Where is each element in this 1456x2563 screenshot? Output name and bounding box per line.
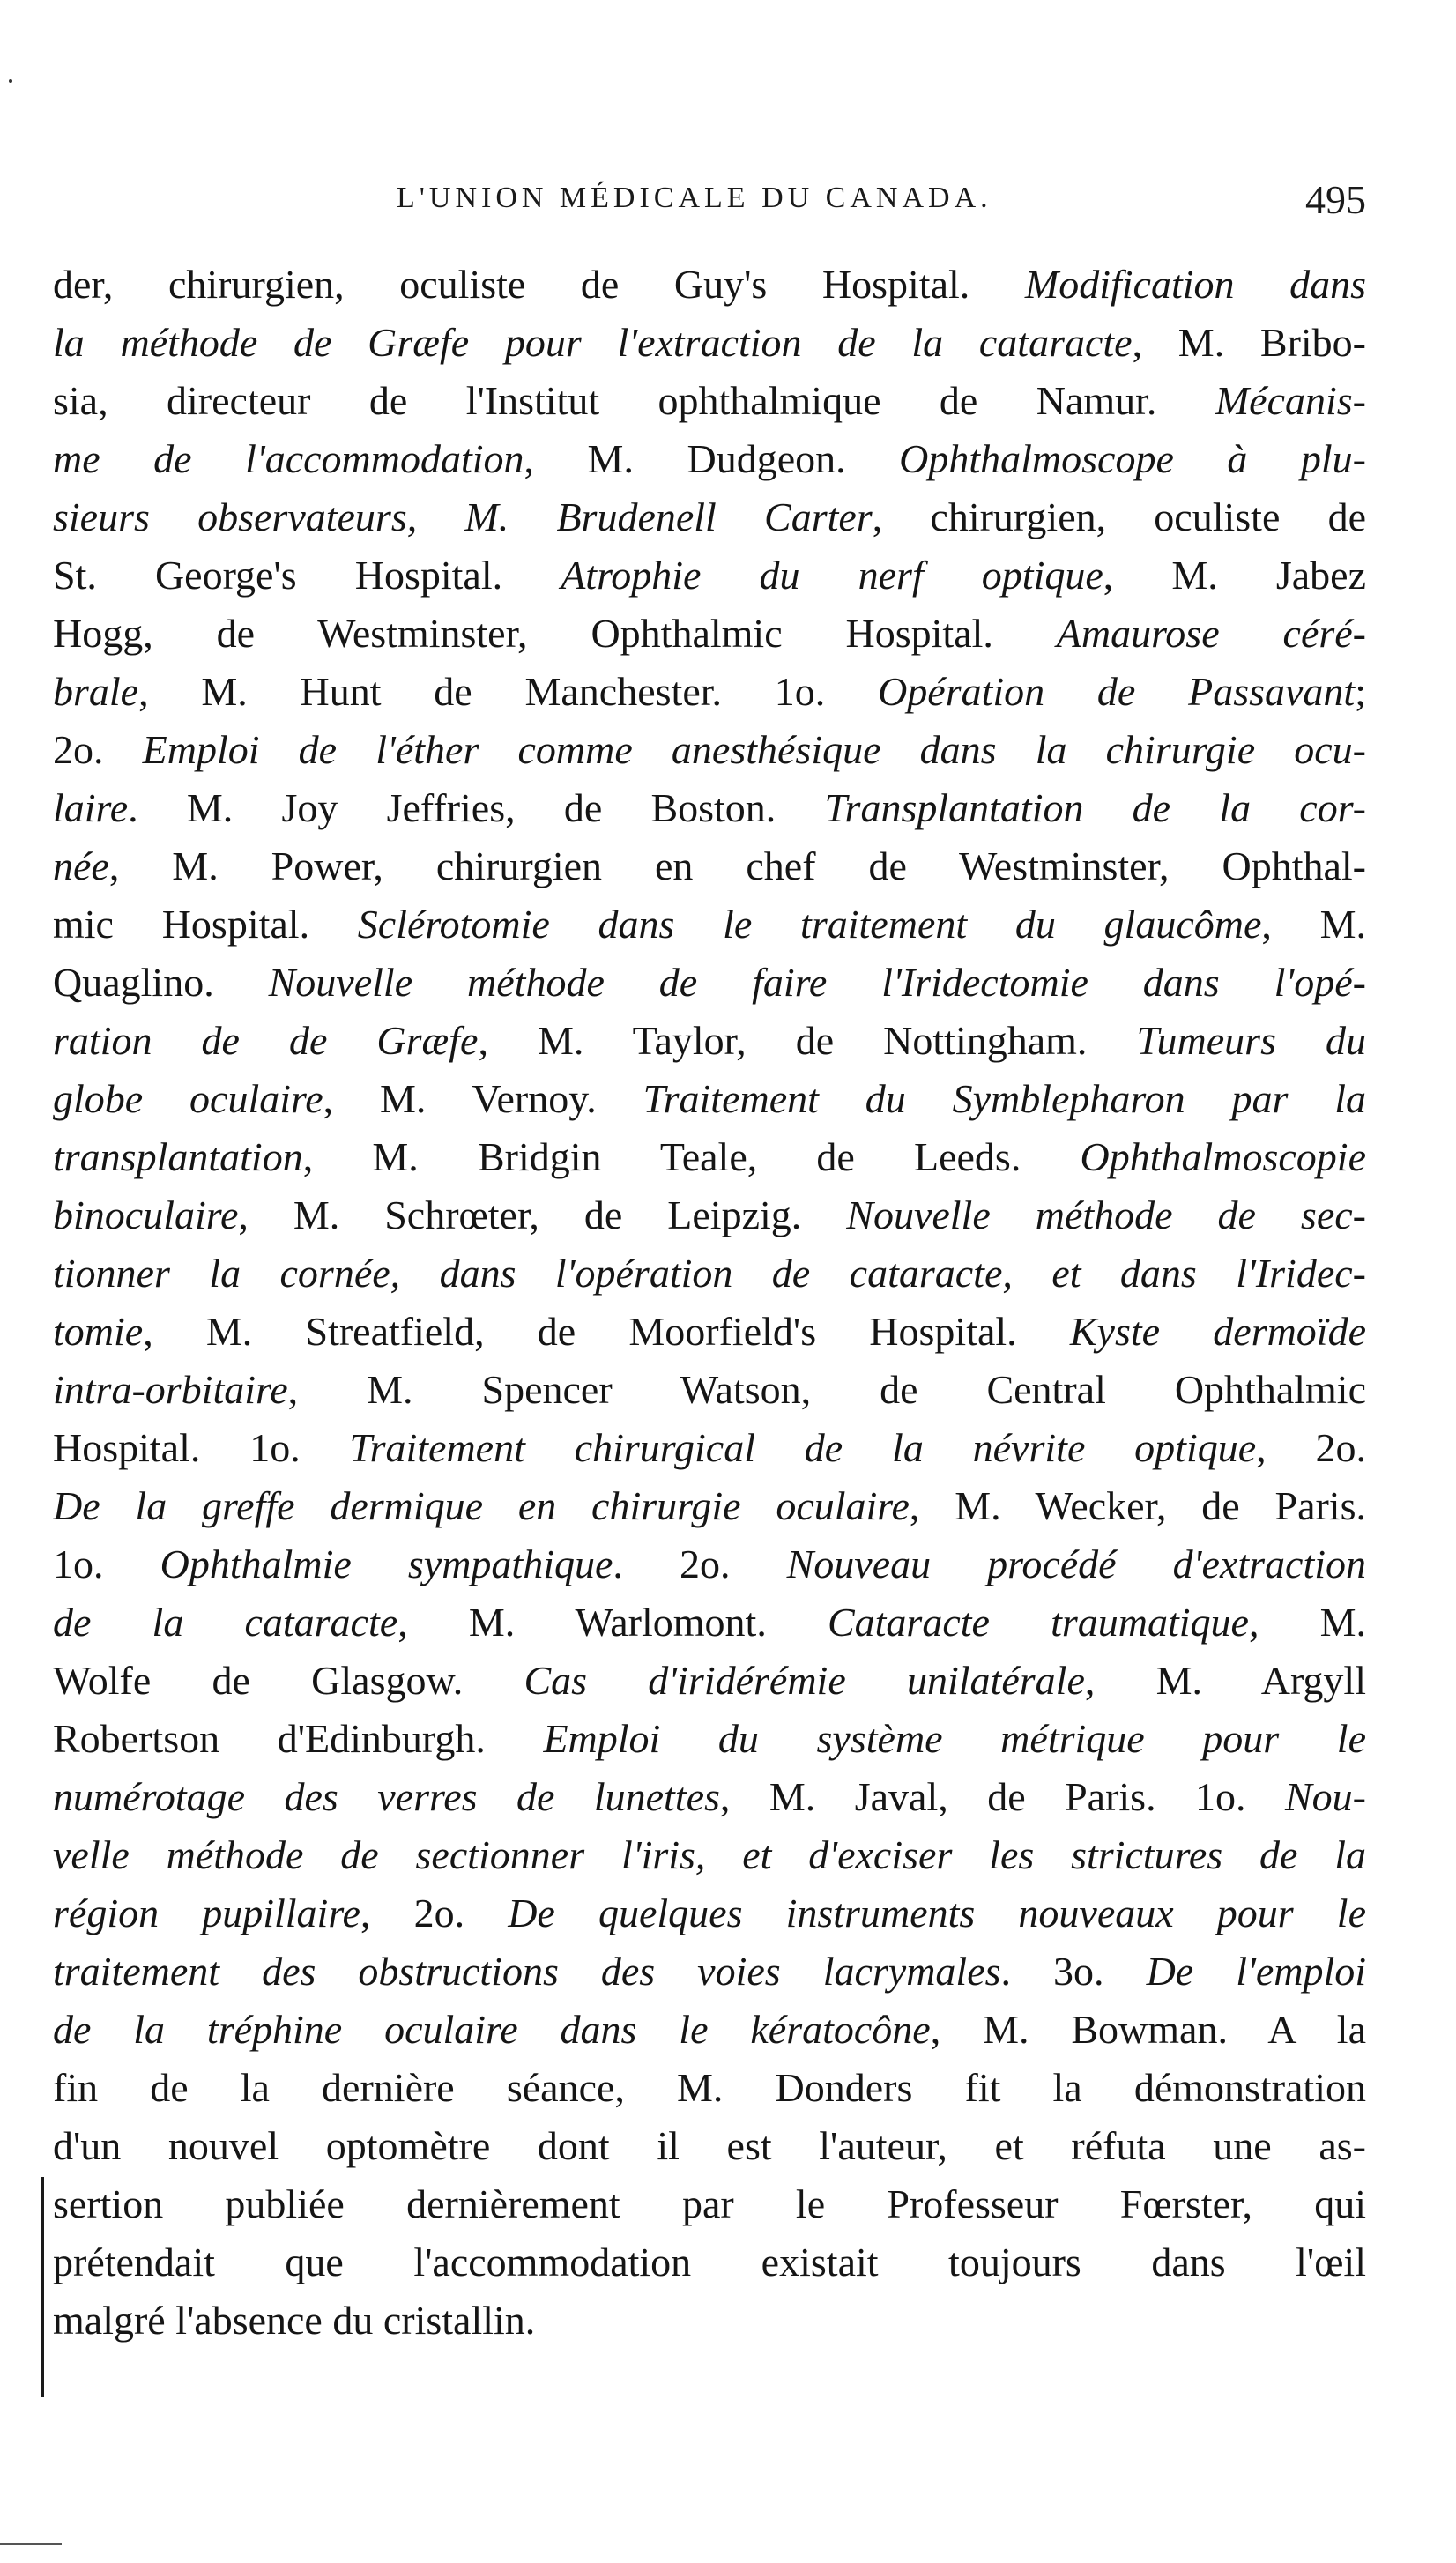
italic-segment: Atrophie du nerf optique [561, 553, 1103, 598]
roman-segment: , M. Bribo- [1132, 320, 1366, 365]
roman-segment: , M. [1261, 902, 1366, 947]
italic-segment: Kyste dermoïde [1069, 1309, 1366, 1354]
roman-segment: , M. Jabez [1103, 553, 1366, 598]
roman-segment: , 2o. [360, 1891, 509, 1935]
text-line [53, 2001, 1366, 2059]
roman-segment: mic Hospital. [53, 902, 358, 947]
text-line [53, 372, 1366, 430]
text-line [53, 1768, 1366, 1826]
roman-segment: , chirurgien, oculiste de [872, 494, 1366, 539]
roman-segment: , M. Warlomont. [397, 1600, 828, 1645]
italic-segment: Ophthalmoscopie [1080, 1134, 1366, 1179]
text-line [53, 1477, 1366, 1535]
page-header [53, 176, 1366, 229]
roman-segment: fin de la dernière séance, M. Donders fit la démonstration [53, 2065, 1366, 2110]
text-line [53, 1361, 1366, 1419]
roman-segment: , 2o. [1256, 1425, 1366, 1470]
italic-segment: ration de de Græfe [53, 1018, 479, 1063]
running-title: L'UNION MÉDICALE DU CANADA. [397, 182, 992, 214]
text-line [53, 546, 1366, 605]
italic-segment: traitement des obstructions des voies lacrymales [53, 1949, 1001, 1994]
text-line [53, 2233, 1366, 2292]
text-line [53, 1186, 1366, 1244]
text-line [53, 1244, 1366, 1303]
italic-segment: sieurs observateurs, M. Brudenell Carter [53, 494, 873, 539]
text-line [53, 1419, 1366, 1477]
roman-segment: d'un nouvel optomètre dont il est l'auteur, et réfuta une as- [53, 2123, 1366, 2168]
roman-segment: . M. Joy Jeffries, de Boston. [128, 785, 825, 830]
italic-segment: Traitement chirurgical de la névrite optique [349, 1425, 1257, 1470]
italic-segment: de la cataracte [53, 1600, 398, 1645]
italic-segment: De la greffe dermique en chirurgie oculaire [53, 1483, 910, 1528]
text-line [53, 1535, 1366, 1594]
italic-segment: laire [53, 785, 129, 830]
italic-segment: brale [53, 669, 139, 714]
italic-segment: me de l'accommodation [53, 436, 524, 481]
roman-segment: , M. Power, chirurgien en chef de Westminster, Ophthal- [108, 843, 1366, 888]
scan-edge-mark [0, 2543, 62, 2545]
text-line [53, 430, 1366, 488]
italic-segment: Sclérotomie dans le traitement du glaucôme [357, 902, 1262, 947]
roman-segment: , M. Vernoy. [323, 1076, 643, 1121]
roman-segment: ; [1355, 669, 1366, 714]
text-line [53, 1826, 1366, 1884]
text-line [53, 1884, 1366, 1943]
margin-rule [41, 2177, 44, 2397]
roman-segment: , M. Javal, de Paris. 1o. [719, 1774, 1285, 1819]
roman-segment: sia, directeur de l'Institut ophthalmique de Namur. [53, 378, 1215, 423]
roman-segment: prétendait que l'accommodation existait toujours dans l'œil [53, 2240, 1366, 2284]
roman-segment: Quaglino. [53, 960, 269, 1005]
italic-segment: Emploi de l'éther comme anesthésique dans la chirurgie ocu- [142, 727, 1366, 772]
italic-segment: Nou- [1285, 1774, 1366, 1819]
italic-segment: Emploi du système métrique pour le [543, 1716, 1366, 1761]
roman-segment: Hogg, de Westminster, Ophthalmic Hospital. [53, 611, 1057, 656]
italic-segment: De l'emploi [1146, 1949, 1366, 1994]
roman-segment: , M. Bowman. A la [930, 2007, 1366, 2052]
italic-segment: la méthode de Græfe pour l'extraction de la cataracte [53, 320, 1133, 365]
roman-segment: , M. Streatfield, de Moorfield's Hospital. [143, 1309, 1070, 1354]
italic-segment: Tumeurs du [1136, 1018, 1366, 1063]
italic-segment: Opération de Passavant [878, 669, 1356, 714]
italic-segment: Mécanis- [1215, 378, 1366, 423]
roman-segment: , M. Hunt de Manchester. 1o. [138, 669, 879, 714]
roman-segment: sertion publiée dernièrement par le Professeur Fœrster, qui [53, 2181, 1366, 2226]
roman-segment: , M. Bridgin Teale, de Leeds. [302, 1134, 1081, 1179]
roman-segment: , M. Spencer Watson, de Central Ophthalmic [287, 1367, 1366, 1412]
text-line [53, 779, 1366, 837]
italic-segment: intra-orbitaire [53, 1367, 288, 1412]
text-line [53, 1128, 1366, 1186]
roman-segment: , M. Schrœter, de Leipzig. [238, 1192, 847, 1237]
text-line [53, 2117, 1366, 2175]
text-line [53, 1943, 1366, 2001]
italic-segment: De quelques instruments nouveaux pour le [508, 1891, 1366, 1935]
roman-segment: , M. Dudgeon. [524, 436, 900, 481]
text-line [53, 314, 1366, 372]
text-line [53, 721, 1366, 779]
text-line [53, 1070, 1366, 1128]
text-line [53, 2059, 1366, 2117]
roman-segment: , M. [1248, 1600, 1366, 1645]
italic-segment: Transplantation de la cor- [824, 785, 1366, 830]
italic-segment: Cas d'iridérémie unilatérale [524, 1658, 1085, 1703]
roman-segment: , M. Taylor, de Nottingham. [478, 1018, 1137, 1063]
italic-segment: Cataracte traumatique [827, 1600, 1249, 1645]
roman-segment: Wolfe de Glasgow. [53, 1658, 524, 1703]
text-line [53, 488, 1366, 546]
roman-segment: St. George's Hospital. [53, 553, 561, 598]
roman-segment: . 2o. [613, 1542, 787, 1586]
italic-segment: velle méthode de sectionner l'iris, et d'exciser les strictures de la [53, 1832, 1366, 1877]
italic-segment: binoculaire [53, 1192, 239, 1237]
italic-segment: Ophthalmoscope à plu- [899, 436, 1366, 481]
text-line [53, 1303, 1366, 1361]
text-line [53, 954, 1366, 1012]
italic-segment: Nouvelle méthode de sec- [846, 1192, 1366, 1237]
italic-segment: transplantation [53, 1134, 303, 1179]
italic-segment: région pupillaire [53, 1891, 360, 1935]
scan-speck [9, 79, 12, 83]
text-line [53, 837, 1366, 895]
roman-segment: der, chirurgien, oculiste de Guy's Hospital. [53, 262, 1025, 307]
italic-segment: numérotage des verres de lunettes [53, 1774, 720, 1819]
italic-segment: de la tréphine oculaire dans le kératocône [53, 2007, 931, 2052]
text-line [53, 1594, 1366, 1652]
italic-segment: Nouvelle méthode de faire l'Iridectomie dans l'opé- [268, 960, 1366, 1005]
italic-segment: Traitement du Symblepharon par la [643, 1076, 1366, 1121]
roman-segment: 2o. [53, 727, 143, 772]
roman-segment: , M. Wecker, de Paris. [909, 1483, 1366, 1528]
italic-segment: tionner la cornée, dans l'opération de cataracte, et dans l'Iridec- [53, 1251, 1366, 1296]
text-line [53, 895, 1366, 954]
text-line [53, 1012, 1366, 1070]
roman-segment: 1o. [53, 1542, 160, 1586]
italic-segment: Amaurose céré- [1056, 611, 1366, 656]
text-line [53, 605, 1366, 663]
italic-segment: Modification dans [1024, 262, 1366, 307]
roman-segment: Hospital. 1o. [53, 1425, 350, 1470]
text-line [53, 2175, 1366, 2233]
italic-segment: tomie [53, 1309, 144, 1354]
text-line [53, 256, 1366, 314]
italic-segment: Nouveau procédé d'extraction [786, 1542, 1366, 1586]
italic-segment: née [53, 843, 109, 888]
italic-segment: globe oculaire [53, 1076, 323, 1121]
italic-segment: Ophthalmie sympathique [160, 1542, 613, 1586]
roman-segment: . 3o. [1000, 1949, 1147, 1994]
roman-segment: Robertson d'Edinburgh. [53, 1716, 544, 1761]
roman-segment: , M. Argyll [1084, 1658, 1366, 1703]
text-line [53, 2292, 1366, 2350]
body-text [53, 256, 1366, 2350]
text-line [53, 1652, 1366, 1710]
text-line [53, 1710, 1366, 1768]
roman-segment: malgré l'absence du cristallin. [53, 2298, 536, 2343]
text-line [53, 663, 1366, 721]
page-number: 495 [1305, 177, 1366, 222]
